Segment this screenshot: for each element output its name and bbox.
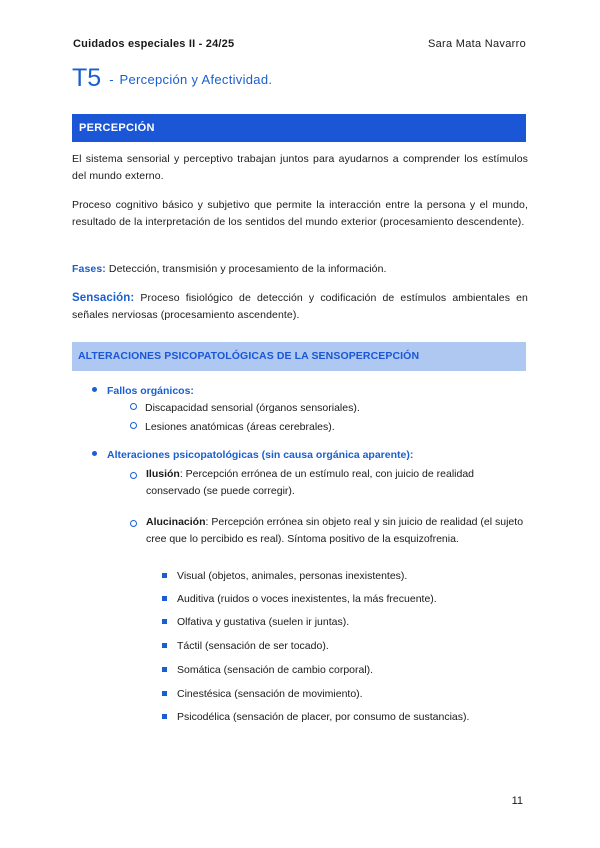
bullet-ring-icon xyxy=(130,472,137,479)
title-number: T5 xyxy=(72,64,102,92)
title-separator: - xyxy=(109,72,114,87)
fases-text: Detección, transmisión y procesamiento de la información. xyxy=(105,263,387,275)
psico-label: Alteraciones psicopatológicas (sin causa orgánica aparente): xyxy=(107,449,414,461)
list-item: Lesiones anatómicas (áreas cerebrales). xyxy=(130,419,335,436)
list-item: Táctil (sensación de ser tocado). xyxy=(162,640,329,652)
bullet-dot-icon xyxy=(92,387,97,392)
ilusion-text: : Percepción errónea de un estímulo real, con juicio de realidad conservado (se puede corregir). xyxy=(146,468,475,497)
paragraph-fases xyxy=(72,261,528,278)
list-item-psicopatologicas xyxy=(92,449,413,461)
list-item-fallos xyxy=(92,385,194,397)
list-item: Psicodélica (sensación de placer, por consumo de sustancias). xyxy=(162,711,469,723)
list-item: Somática (sensación de cambio corporal). xyxy=(162,664,373,676)
alucinacion-text: : Percepción errónea sin objeto real y sin juicio de realidad (el sujeto cree que lo percibido es real). Síntoma positivo de la esquizofrenia. xyxy=(146,516,524,545)
bullet-square-icon xyxy=(162,667,167,672)
bullet-dot-icon xyxy=(92,451,97,456)
list-item: Olfativa y gustativa (suelen ir juntas). xyxy=(162,616,349,628)
title-subtitle: Percepción y Afectividad. xyxy=(119,72,273,87)
bullet-square-icon xyxy=(162,714,167,719)
header-author: Sara Mata Navarro xyxy=(427,38,526,50)
bullet-square-icon xyxy=(162,643,167,648)
bullet-ring-icon xyxy=(130,422,137,429)
list-item: Auditiva (ruidos o voces inexistentes, la más frecuente). xyxy=(162,593,437,605)
fases-label: Fases: xyxy=(72,263,106,275)
bullet-square-icon xyxy=(162,619,167,624)
paragraph-sensacion xyxy=(72,290,528,324)
bullet-square-icon xyxy=(162,596,167,601)
section-heading-alteraciones: ALTERACIONES PSICOPATOLÓGICAS DE LA SENSOPERCEPCIÓN xyxy=(72,342,526,371)
bullet-square-icon xyxy=(162,573,167,578)
list-item: Discapacidad sensorial (órganos sensoriales). xyxy=(130,400,360,417)
bullet-square-icon xyxy=(162,691,167,696)
paragraph-definition: Proceso cognitivo básico y subjetivo que permite la interacción entre la persona y el mundo, resultado de la interpretación de los sentidos del mundo exterior (procesamiento descendente). xyxy=(72,199,528,228)
alucinacion-term: Alucinación xyxy=(146,516,206,528)
list-item: Visual (objetos, animales, personas inexistentes). xyxy=(162,570,407,582)
page-number: 11 xyxy=(511,795,523,807)
page-title xyxy=(72,64,272,93)
header-course: Cuidados especiales II - 24/25 xyxy=(73,38,235,50)
sensacion-label: Sensación: xyxy=(72,292,135,304)
bullet-ring-icon xyxy=(130,403,137,410)
paragraph-intro: El sistema sensorial y perceptivo trabajan juntos para ayudarnos a comprender los estímulos del mundo externo. xyxy=(72,153,528,182)
list-item-alucinacion xyxy=(130,514,528,548)
ilusion-term: Ilusión xyxy=(146,468,180,480)
fallos-label: Fallos orgánicos: xyxy=(107,385,194,397)
list-item-ilusion xyxy=(130,466,528,500)
sensacion-text: Proceso fisiológico de detección y codificación de estímulos ambientales en señales nerviosas (procesamiento ascendente). xyxy=(72,292,528,321)
bullet-ring-icon xyxy=(130,520,137,527)
list-item: Cinestésica (sensación de movimiento). xyxy=(162,688,363,700)
section-heading-percepcion: PERCEPCIÓN xyxy=(72,114,526,142)
